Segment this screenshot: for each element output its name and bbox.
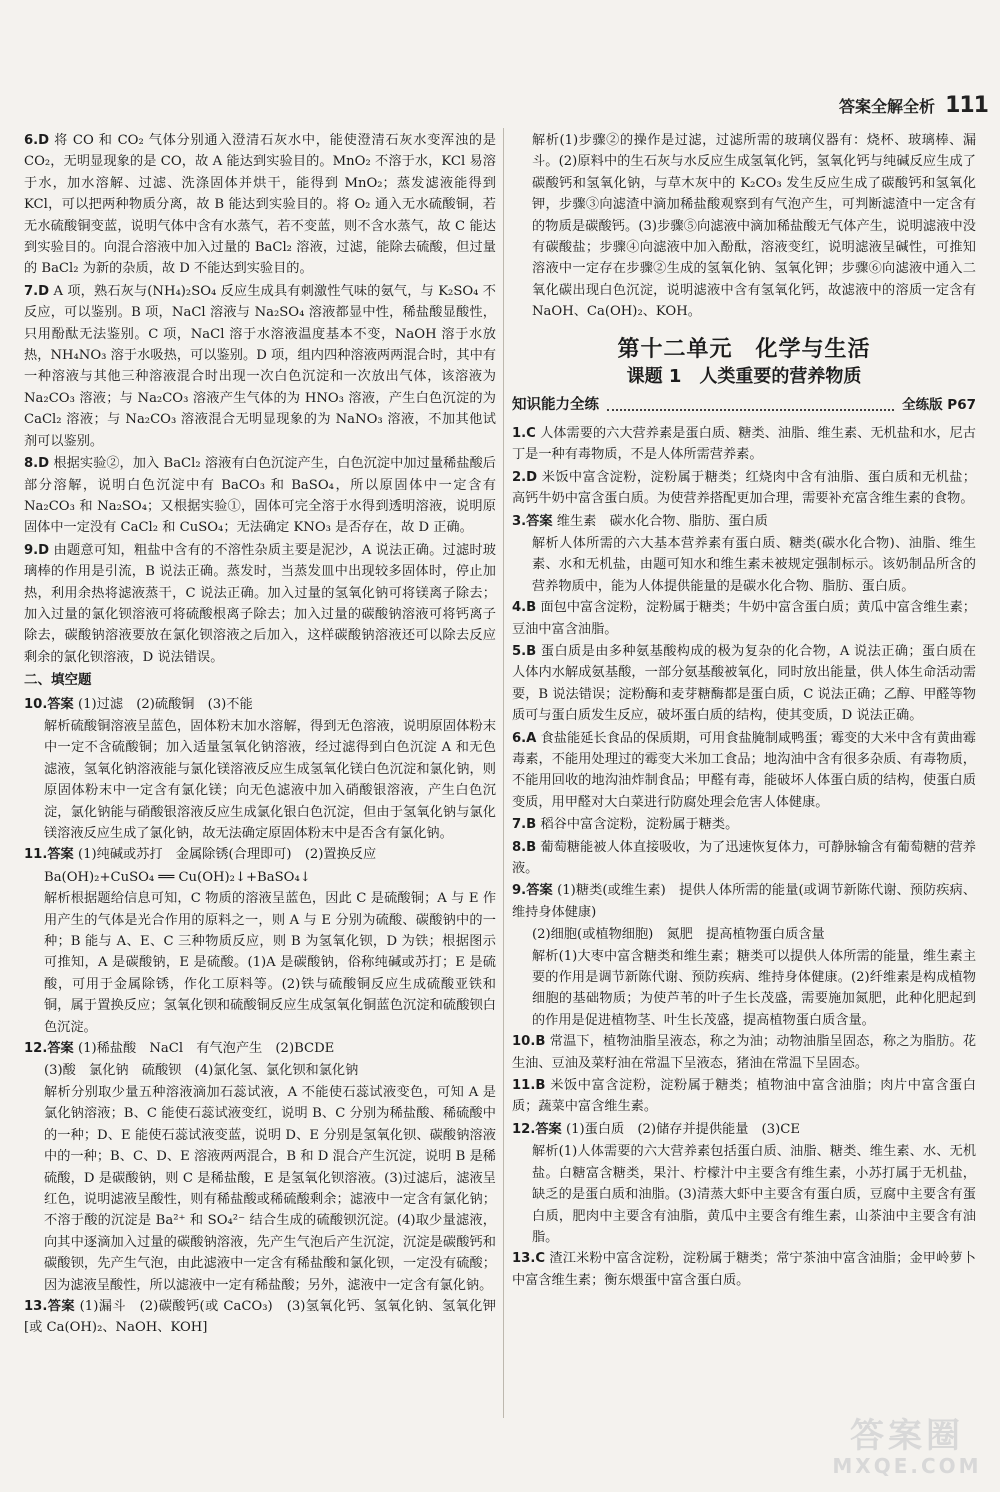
section-bar xyxy=(512,395,976,416)
item-number: 12.答案 xyxy=(512,1121,562,1137)
item-text: (1)糖类(或维生素) 提供人体所需的能量(或调节新陈代谢、预防疾病、维持身体健康) xyxy=(512,883,977,920)
analysis-11 xyxy=(24,888,496,1038)
answer-item xyxy=(24,453,496,539)
answer-item xyxy=(24,540,496,668)
item-text: 常温下，植物油脂呈液态，称之为油；动物油脂呈固态，称之为脂肪。花生油、豆油及菜籽油在常温下呈液态，猪油在常温下呈固态。 xyxy=(512,1034,977,1071)
section-bar-ref: 全练版 P67 xyxy=(902,397,976,414)
section-heading: 二、填空题 xyxy=(24,672,92,689)
answer-item xyxy=(512,1075,976,1118)
item-text: 根据实验②，加入 BaCl₂ 溶液有白色沉淀产生，白色沉淀中加过量稀盐酸后部分溶解，说明白色沉淀中有 BaCO₃ 和 BaSO₄，所以原固体中一定含有 Na₂CO₃ 和 Na₂SO₄；又根据实验①，固体可完全溶于水得到透明溶液，说明原固体中一定没有 CaCl₂ 和 CuSO₄；无法确定 KNO₃ 是否存在，故 D 正确。 xyxy=(24,456,496,536)
answer-item xyxy=(512,641,976,727)
answer-item-12 xyxy=(24,1038,496,1059)
answer-12-line2: (3)酸 氯化钠 硫酸钡 (4)氯化氢、氯化钡和氯化钠 xyxy=(44,1063,359,1079)
item-number: 7.B xyxy=(512,817,537,833)
analysis-text: 分别取少量五种溶液滴加石蕊试液，A 不能使石蕊试液变色，可知 A 是氯化钠溶液；B、C 能使石蕊试液变红，说明 B、C 分别为稀盐酸、稀硫酸中的一种；D、E 能使石蕊试液变蓝，说明 D、E 分别是氢氧化钡、碳酸钠溶液中的一种；B、C、D、E 溶液两两混合，B 和 D 混合产生沉淀，说明 B 是稀硫酸，D 是碳酸钠，则 C 是稀盐酸，E 是氢氧化钡溶液。(3)过滤后，滤液呈红色，说明滤液呈酸性，则有稀盐酸或稀硫酸剩余；滤液中一定含有氯化钠；不溶于酸的沉淀是 Ba²⁺ 和 SO₄²⁻ 结合生成的硫酸钡沉淀。(4)取少量滤液，向其中逐滴加入过量的碳酸钠溶液，先产生气泡后产生沉淀，沉淀是碳酸钙和碳酸钡，先产生气泡，由此滤液中一定含有稀盐酸和氯化钡，一定没有硫酸；因为滤液呈酸性，所以滤液中一定有稀盐酸；另外，滤液中一定含有氯化钠。 xyxy=(44,1084,496,1293)
item-text: 渣江米粉中富含淀粉，淀粉属于糖类；常宁茶油中富含油脂；金甲岭萝卜中富含维生素；衡东煨蛋中富含蛋白质。 xyxy=(512,1251,976,1288)
analysis-text: (1)人体需要的六大营养素包括蛋白质、油脂、糖类、维生素、水、无机盐。白糖富含糖类，果汁、柠檬汁中主要含有维生素，小苏打属于无机盐，缺乏的是蛋白质和油脂。(3)清蒸大虾中主要含有蛋白质，豆腐中主要含有蛋白质，肥肉中主要含有油脂，黄瓜中主要含有维生素，山茶油中主要含有油脂。 xyxy=(532,1144,977,1245)
answer-item xyxy=(24,130,496,280)
answer-item xyxy=(512,467,976,510)
answer-item xyxy=(512,597,976,640)
answer-9-line2: (2)细胞(或植物细胞) 氮肥 提高植物蛋白质含量 xyxy=(532,927,825,943)
item-answer: (1)纯碱或苏打 金属除锈(合理即可) (2)置换反应 xyxy=(77,847,377,863)
answer-item xyxy=(512,880,976,923)
item-number: 13.C xyxy=(512,1251,546,1267)
analysis-13 xyxy=(512,130,976,323)
item-text: 面包中富含淀粉，淀粉属于糖类；牛奶中富含蛋白质；黄瓜中富含维生素；豆油中富含油脂。 xyxy=(512,600,976,637)
answer-item xyxy=(24,281,496,452)
watermark-logo xyxy=(822,1418,992,1480)
item-text: 将 CO 和 CO₂ 气体分别通入澄清石灰水中，能使澄清石灰水变浑浊的是 CO₂，无明显现象的是 CO，故 A 能达到实验目的。MnO₂ 不溶于水，KCl 易溶于水，加水溶解、过滤、洗涤固体并烘干，能得到 MnO₂；蒸发滤液能得到 KCl，可以把两种物质分离，故 B 能达到实验目的。将 O₂ 通入无水硫酸铜，若无水硫酸铜变蓝，说明气体中含有水蒸气，若不变蓝，则不含水蒸气，故 C 能达到实验目的。向混合溶液中加入过量的 BaCl₂ 溶液，过滤，能除去硫酸，但过量的 BaCl₂ 为新的杂质，故 D 不能达到实验目的。 xyxy=(24,133,496,277)
section-bar-title: 知识能力全练 xyxy=(512,397,599,414)
answer-item xyxy=(512,511,976,532)
analysis-3 xyxy=(512,533,976,597)
lesson-title: 课题 1 人类重要的营养物质 xyxy=(626,366,862,388)
analysis-label: 解析 xyxy=(44,1084,72,1100)
right-column xyxy=(512,130,976,1292)
answer-item xyxy=(512,423,976,466)
analysis-10 xyxy=(24,716,496,844)
item-number: 4.B xyxy=(512,600,537,616)
item-answer: (1)过滤 (2)硫酸铜 (3)不能 xyxy=(77,696,253,712)
item-number: 2.D xyxy=(512,469,538,485)
dotted-leader xyxy=(607,401,894,411)
item-number: 3.答案 xyxy=(512,513,553,529)
item-text: 食盐能延长食品的保质期，可用食盐腌制咸鸭蛋；霉变的大米中含有黄曲霉毒素，不能用处理过的霉变大米加工食品；地沟油中含有很多杂质、有毒物质，不能用回收的地沟油炸制食品；甲醛有毒，能破坏人体蛋白质的结构，使蛋白质变质，用甲醛对大白菜进行防腐处理会危害人体健康。 xyxy=(512,730,976,810)
answer-item-10 xyxy=(24,694,496,715)
analysis-label: 解析 xyxy=(532,133,560,148)
item-number: 5.B xyxy=(512,643,537,659)
item-number: 7.D xyxy=(24,283,50,299)
item-number: 10.B xyxy=(512,1034,546,1050)
analysis-text: 根据题给信息可知，C 物质的溶液呈蓝色，因此 C 是硫酸铜；A 与 E 作用产生的气体是光合作用的原料之一，则 A 与 E 分别为硫酸、碳酸钠中的一种；B 能与 A、E、C 三种物质反应，则 B 为氢氧化钡，D 为铁；根据图示可推知，A 是碳酸钠，E 是硫酸。(1)A 是碳酸钠，俗称纯碱或苏打；E 是硫酸，可用于金属除锈，作化工原料等。(2)铁与硫酸铜反应生成硫酸亚铁和铜，属于置换反应；氢氧化钡和硫酸铜反应生成氢氧化铜蓝色沉淀和硫酸钡白色沉淀。 xyxy=(44,891,497,1035)
unit-title: 第十二单元 化学与生活 xyxy=(617,336,871,362)
page-header xyxy=(820,92,990,118)
analysis-12-right xyxy=(512,1141,976,1248)
analysis-label: 解析 xyxy=(44,718,71,734)
watermark-line2: MXQE.COM xyxy=(832,1454,982,1478)
analysis-label: 解析 xyxy=(44,891,71,907)
equation-11: Ba(OH)₂+CuSO₄ ══ Cu(OH)₂↓+BaSO₄↓ xyxy=(44,869,311,885)
item-number: 12.答案 xyxy=(24,1041,74,1057)
analysis-9 xyxy=(512,946,976,1032)
item-answer: (1)稀盐酸 NaCl 有气泡产生 (2)BCDE xyxy=(77,1041,335,1057)
answer-item-13 xyxy=(24,1296,496,1339)
answer-item xyxy=(512,814,976,835)
answer-item-11 xyxy=(24,844,496,865)
item-number: 1.C xyxy=(512,425,536,441)
item-number: 9.D xyxy=(24,542,50,558)
item-text: 米饭中富含淀粉，淀粉属于糖类；植物油中富含油脂；肉片中富含蛋白质；蔬菜中富含维生素。 xyxy=(512,1078,976,1115)
answer-item xyxy=(512,1248,976,1291)
page-number: 111 xyxy=(945,92,988,118)
item-text: 稻谷中富含淀粉，淀粉属于糖类。 xyxy=(540,817,739,833)
left-column xyxy=(24,130,496,1340)
analysis-label: 解析 xyxy=(532,948,559,964)
item-number: 9.答案 xyxy=(512,883,553,899)
item-text: 人体需要的六大营养素是蛋白质、糖类、油脂、维生素、无机盐和水，尼古丁是一种有毒物质，不是人体所需营养素。 xyxy=(512,425,976,463)
analysis-text: (1)大枣中富含糖类和维生素；糖类可以提供人体所需的能量，维生素主要的作用是调节新陈代谢、预防疾病、维持身体健康。(2)纤维素是构成植物细胞的基础物质；为使芦苇的叶子生长茂盛，需要施加氮肥，此种化肥起到的作用是促进植物茎、叶生长茂盛，提高植物蛋白质含量。 xyxy=(532,948,977,1028)
item-text: 维生素 碳水化合物、脂肪、蛋白质 xyxy=(556,513,768,529)
column-divider xyxy=(503,128,504,1418)
analysis-text: (1)步骤②的操作是过滤，过滤所需的玻璃仪器有：烧杯、玻璃棒、漏斗。(2)原料中的生石灰与水反应生成氢氧化钙，氢氧化钙与纯碱反应生成了碳酸钙和氢氧化钠，与草木灰中的 K₂CO₃ 发生反应生成了碳酸钙和氢氧化钾，步骤③向滤渣中滴加稀盐酸观察到有气泡产生，可判断滤渣中一定含有的物质是碳酸钙。(3)步骤⑤向滤液中滴加稀盐酸无气体产生，说明滤液中没有碳酸盐；步骤④向滤液中加入酚酞，溶液变红，说明滤液呈碱性，可推知溶液中一定存在步骤②生成的氢氧化钠、氢氧化钾；步骤⑥向滤液中通入二氧化碳出现白色沉淀，说明滤液中含有氢氧化钙，故滤液中的溶质一定含有 NaOH、Ca(OH)₂、KOH。 xyxy=(532,133,977,320)
item-text: 葡萄糖能被人体直接吸收，为了迅速恢复体力，可静脉输含有葡萄糖的营养液。 xyxy=(512,839,976,876)
item-number: 11.B xyxy=(512,1078,546,1094)
analysis-label: 解析 xyxy=(532,535,560,551)
analysis-12 xyxy=(24,1082,496,1296)
item-text: 蛋白质是由多种氨基酸构成的极为复杂的化合物，A 说法正确；蛋白质在人体内水解成氨基酸，一部分氨基酸被氧化，同时放出能量，供人体生命活动需要，B 说法错误；淀粉酶和麦芽糖酶都是蛋白质，C 说法正确；乙醇、甲醛等物质可与蛋白质发生反应，破坏蛋白质的结构，使其变质，D 说法正确。 xyxy=(512,643,976,724)
item-text: A 项，熟石灰与(NH₄)₂SO₄ 反应生成具有刺激性气味的氨气，与 K₂SO₄ 不反应，可以鉴别。B 项，NaCl 溶液与 Na₂SO₄ 溶液都显中性，稀盐酸显酸性，只用酚酞无法鉴别。C 项，NaCl 溶于水溶液温度基本不变，NaOH 溶于水放热，NH₄NO₃ 溶于水吸热，可以鉴别。D 项，组内四种溶液两两混合时，其中有一种溶液与其他三种溶液混合时出现一次白色沉淀和一次放出气体，该溶液为 Na₂CO₃ 溶液；与 Na₂CO₃ 溶液产生气体的为 HNO₃ 溶液，产生白色沉淀的为 CaCl₂ 溶液；与 Na₂CO₃ 溶液混合无明显现象的为 NaNO₃ 溶液，不加其他试剂可以鉴别。 xyxy=(24,283,496,449)
analysis-text: 硫酸铜溶液呈蓝色，固体粉末加水溶解，得到无色溶液，说明原固体粉末中一定不含硫酸铜；加入适量氢氧化钠溶液，经过滤得到白色沉淀 A 和无色滤液，氢氧化钠溶液能与氯化镁溶液反应生成氢氧化镁白色沉淀和氯化钠，则原固体粉末中一定含有氯化镁；向无色滤液中加入硝酸银溶液，产生白色沉淀，氯化钠能与硝酸银溶液反应生成氯化银白色沉淀，但由于氢氧化钠与氯化镁溶液反应生成了氯化钠，故无法确定原固体粉末中是否含有氯化钠。 xyxy=(44,718,497,841)
item-number: 11.答案 xyxy=(24,847,74,863)
answer-item xyxy=(512,728,976,814)
answer-item xyxy=(512,1119,976,1140)
analysis-label: 解析 xyxy=(532,1144,559,1160)
watermark-line1: 答案圈 xyxy=(850,1416,964,1456)
item-number: 6.A xyxy=(512,730,537,746)
item-number: 6.D xyxy=(24,133,50,148)
header-title: 答案全解全析 xyxy=(839,96,936,116)
item-number: 8.D xyxy=(24,456,50,472)
answer-item xyxy=(512,837,976,880)
item-number: 13.答案 xyxy=(24,1298,76,1314)
item-text: 米饭中富含淀粉，淀粉属于糖类；红烧肉中含有油脂、蛋白质和无机盐；高钙牛奶中富含蛋白质。为使营养搭配更加合理，需要补充富含维生素的食物。 xyxy=(512,469,976,507)
item-number: 8.B xyxy=(512,839,537,855)
answer-item xyxy=(512,1031,976,1074)
item-number: 10.答案 xyxy=(24,696,74,712)
item-answer: (1)漏斗 (2)碳酸钙(或 CaCO₃) (3)氢氧化钙、氢氧化钠、氢氧化钾[或 Ca(OH)₂、NaOH、KOH] xyxy=(24,1298,496,1336)
item-text: (1)蛋白质 (2)储存并提供能量 (3)CE xyxy=(565,1121,800,1137)
analysis-text: 人体所需的六大基本营养素有蛋白质、糖类(碳水化合物)、油脂、维生素、水和无机盐，由题可知水和维生素未被规定强制标示。该奶制品所含的营养物质中，能为人体提供能量的是碳水化合物、脂肪、蛋白质。 xyxy=(532,535,976,594)
item-text: 由题意可知，粗盐中含有的不溶性杂质主要是泥沙，A 说法正确。过滤时玻璃棒的作用是引流，B 说法正确。蒸发时，当蒸发皿中出现较多固体时，停止加热，利用余热将滤液蒸干，C 说法正确。加入过量的氢氧化钠可将镁离子除去；加入过量的氯化钡溶液可将硫酸根离子除去；加入过量的碳酸钠溶液可将钙离子除去，碳酸钠溶液要放在氯化钡溶液之后加入，这样碳酸钠溶液还可以除去反应剩余的氯化钡溶液，D 说法错误。 xyxy=(24,542,496,665)
